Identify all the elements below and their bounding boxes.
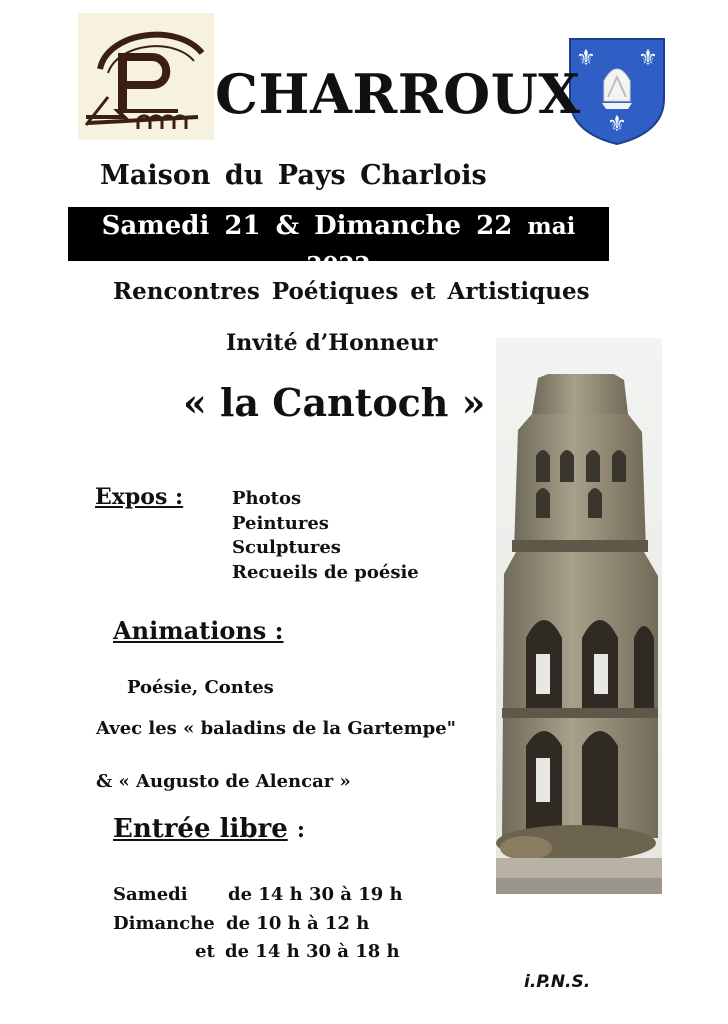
schedule-time: de 14 h 30 à 19 h [228, 884, 403, 905]
schedule-day: Dimanche [113, 913, 215, 934]
svg-text:⚜: ⚜ [576, 46, 596, 71]
date-days: Samedi 21 & Dimanche 22 [101, 211, 513, 241]
schedule-day: et [195, 941, 215, 962]
ipns-mention: i.P.N.S. [524, 972, 591, 992]
animations-line: & « Augusto de Alencar » [96, 771, 351, 792]
guest-name: « la Cantoch » [183, 380, 486, 425]
animations-line: Poésie, Contes [127, 677, 274, 698]
expos-item: Peintures [232, 512, 329, 534]
coat-of-arms-icon [568, 37, 666, 145]
schedule-time: de 14 h 30 à 18 h [225, 941, 400, 962]
expos-heading: Expos : [95, 484, 184, 510]
expos-list [232, 487, 419, 585]
expos-item: Recueils de poésie [232, 561, 419, 583]
animations-heading: Animations : [113, 616, 284, 645]
page-title: CHARROUX [215, 62, 581, 126]
guest-label: Invité d’Honneur [226, 330, 438, 356]
schedule-day: Samedi [113, 884, 188, 905]
tower-photo [496, 338, 662, 894]
expos-item: Photos [232, 488, 302, 509]
date-banner [68, 207, 609, 279]
date-text [68, 207, 609, 285]
schedule-time: de 10 h à 12 h [226, 913, 370, 934]
entree-label: Entrée libre [113, 814, 288, 844]
pc-monogram-logo [78, 13, 214, 140]
svg-text:⚜: ⚜ [607, 112, 627, 137]
entree-heading [113, 814, 305, 844]
svg-text:⚜: ⚜ [638, 46, 658, 71]
animations-line: Avec les « baladins de la Gartempe" [96, 718, 457, 739]
event-name: Rencontres Poétiques et Artistiques [113, 278, 590, 305]
expos-item: Sculptures [232, 537, 341, 558]
date-month-year: mai 2022 [306, 213, 576, 279]
entree-colon: : [296, 817, 305, 843]
subtitle: Maison du Pays Charlois [100, 160, 487, 191]
